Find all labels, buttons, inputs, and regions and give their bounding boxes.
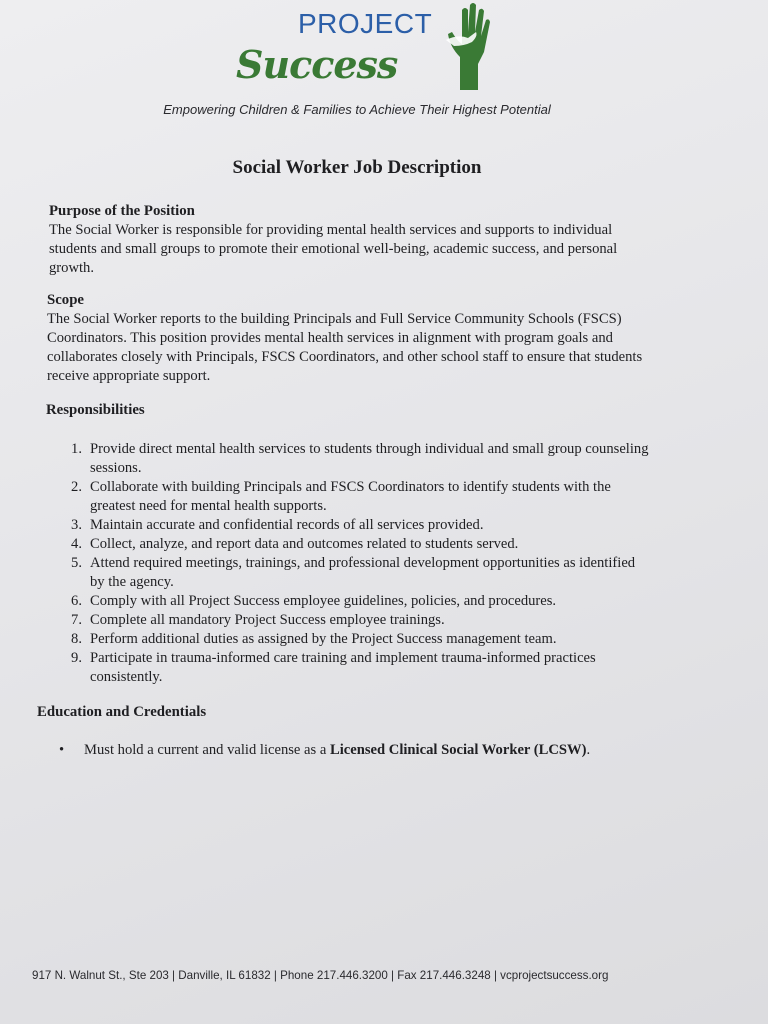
item-text: Collect, analyze, and report data and outcomes related to students served. [90, 536, 519, 552]
list-item [66, 478, 651, 516]
item-text: Attend required meetings, trainings, and professional development opportunities as identified by the agency. [90, 555, 636, 590]
education-heading: Education and Credentials [37, 704, 207, 720]
item-text: Provide direct mental health services to students through individual and small group counseling sessions. [90, 441, 649, 476]
purpose-text: The Social Worker is responsible for providing mental health services and supports to individual students and small groups to promote their emotional well-being, academic success, and personal growth. [49, 222, 618, 276]
education-section [37, 703, 697, 760]
item-number: 7. [71, 612, 82, 628]
footer-contact: 917 N. Walnut St., Ste 203 | Danville, IL 61832 | Phone 217.446.3200 | Fax 217.446.3248 | vcprojectsuccess.org [32, 969, 609, 982]
list-item [37, 741, 697, 760]
item-text: Comply with all Project Success employee guidelines, policies, and procedures. [90, 593, 557, 609]
logo-project-word: PROJECT [298, 8, 433, 39]
list-item [66, 649, 651, 687]
document-body [0, 202, 768, 760]
scope-section [47, 291, 652, 386]
list-item [66, 440, 651, 478]
item-number: 3. [71, 517, 82, 533]
list-item [66, 516, 651, 535]
item-number: 6. [71, 593, 82, 609]
bullet-text: Must hold a current and valid license as a [84, 742, 330, 758]
bullet-icon: • [59, 742, 65, 758]
item-number: 5. [71, 555, 82, 571]
purpose-heading: Purpose of the Position [49, 203, 195, 219]
bullet-suffix: . [586, 742, 591, 758]
item-number: 1. [71, 441, 82, 457]
raised-hand-icon [446, 2, 491, 90]
item-text: Maintain accurate and confidential records of all services provided. [90, 517, 484, 533]
responsibilities-section [46, 401, 676, 687]
list-item [66, 630, 651, 649]
project-success-logo [228, 2, 493, 92]
item-text: Perform additional duties as assigned by the Project Success management team. [90, 631, 557, 647]
responsibilities-list [66, 440, 651, 687]
item-number: 9. [71, 650, 82, 666]
purpose-section [49, 202, 649, 278]
list-item [66, 592, 651, 611]
list-item [66, 535, 651, 554]
page-title: Social Worker Job Description [232, 157, 482, 178]
scope-heading: Scope [47, 292, 84, 308]
tagline: Empowering Children & Families to Achieve Their Highest Potential [163, 102, 551, 117]
credential-name: Licensed Clinical Social Worker (LCSW) [330, 742, 587, 758]
list-item [66, 554, 651, 592]
scope-text: The Social Worker reports to the building Principals and Full Service Community Schools (FSCS) Coordinators. This position provides mental health services in alignment with program goals and collaborates closely with Principals, FSCS Coordinators, and other school staff to ensure that students receive appropriate support. [47, 311, 643, 384]
item-text: Complete all mandatory Project Success employee trainings. [90, 612, 445, 628]
item-text: Collaborate with building Principals and FSCS Coordinators to identify students with the greatest need for mental health supports. [90, 479, 611, 514]
responsibilities-heading: Responsibilities [46, 402, 145, 418]
logo-success-word: Success [236, 42, 398, 87]
item-number: 8. [71, 631, 82, 647]
education-list [37, 741, 697, 760]
item-number: 2. [71, 479, 82, 495]
list-item [66, 611, 651, 630]
item-number: 4. [71, 536, 82, 552]
item-text: Participate in trauma-informed care training and implement trauma-informed practices consistently. [90, 650, 596, 685]
